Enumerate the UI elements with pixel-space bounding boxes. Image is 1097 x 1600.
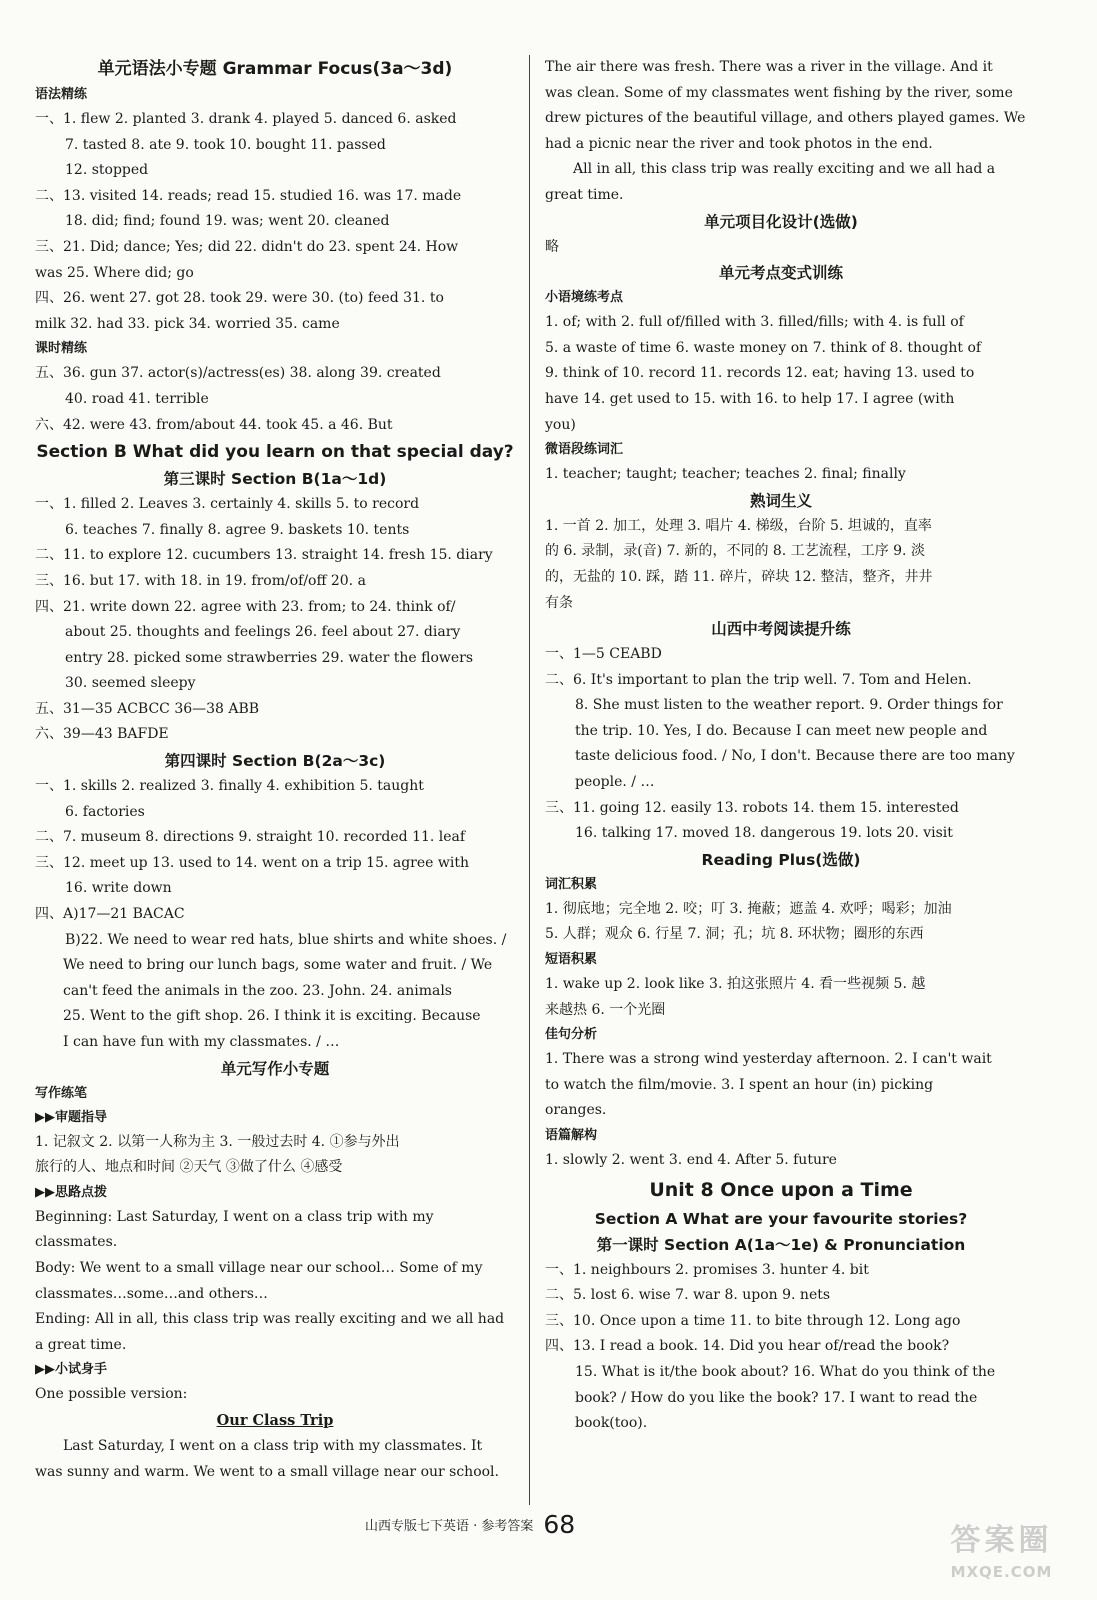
subhead-keshi: 课时精练	[35, 341, 88, 357]
answer-line: 的 6. 录制，录(音) 7. 新的，不同的 8. 工艺流程，工序 9. 淡	[545, 543, 925, 560]
answer-line: 一、1—5 CEABD	[545, 646, 662, 663]
story-line: had a picnic near the river and took photos in the end.	[545, 135, 933, 152]
page-footer	[365, 1500, 575, 1540]
answer-line: 1. 记叙文 2. 以第一人称为主 3. 一般过去时 4. ①参与外出	[35, 1133, 400, 1150]
answer-line: 五、36. gun 37. actor(s)/actress(es) 38. along 39. created	[35, 365, 441, 382]
answer-line: 六、39—43 BAFDE	[35, 726, 169, 743]
outline-line: Beginning: Last Saturday, I went on a class trip with my	[35, 1208, 434, 1225]
shanxi-title: 山西中考阅读提升练	[711, 620, 851, 639]
answer-line: 一、1. flew 2. planted 3. drank 4. played 5. danced 6. asked	[35, 111, 457, 127]
answer-line: entry 28. picked some strawberries 29. water the flowers	[65, 649, 474, 666]
answer-line: 6. teaches 7. finally 8. agree 9. baskets 10. tents	[65, 521, 410, 538]
answer-line: 5. 人群；观众 6. 行星 7. 洞；孔；坑 8. 环状物；圈形的东西	[545, 926, 924, 943]
answer-line: 四、21. write down 22. agree with 23. from; to 24. think of/	[35, 598, 456, 615]
answer-line: 四、13. I read a book. 14. Did you hear of/read the book?	[545, 1338, 950, 1355]
story-line: was sunny and warm. We went to a small village near our school.	[35, 1463, 499, 1480]
watermark-top: 答案圈	[950, 1523, 1053, 1558]
answer-line: B)22. We need to wear red hats, blue shirts and white shoes. /	[65, 931, 507, 948]
writing-title: 单元写作小专题	[220, 1059, 330, 1078]
answer-line: 二、6. It's important to plan the trip well. 7. Tom and Helen.	[545, 671, 972, 688]
story-line: All in all, this class trip was really exciting and we all had a	[573, 161, 996, 178]
answer-line: oranges.	[545, 1102, 607, 1119]
right-column	[545, 55, 1026, 1437]
subhead-yufa: 语法精练	[35, 87, 88, 102]
answer-line: 四、26. went 27. got 28. took 29. were 30. (to) feed 31. to	[35, 290, 444, 307]
answer-line: 1. of; with 2. full of/filled with 3. filled/fills; with 4. is full of	[545, 314, 964, 331]
answer-line: 1. teacher; taught; teacher; teaches 2. final; finally	[545, 466, 906, 483]
answer-line: 16. talking 17. moved 18. dangerous 19. lots 20. visit	[575, 825, 953, 842]
answer-line: 六、42. were 43. from/about 44. took 45. a 46. But	[35, 416, 393, 433]
answer-line: 三、10. Once upon a time 11. to bite through 12. Long ago	[545, 1312, 961, 1329]
watermark-bottom: MXQE.COM	[950, 1563, 1053, 1581]
answer-line: 四、A)17—21 BACAC	[35, 906, 185, 923]
answer-line: 9. think of 10. record 11. records 12. eat; having 13. used to	[545, 365, 975, 382]
answer-line: to watch the film/movie. 3. I spent an hour (in) picking	[545, 1076, 934, 1093]
outline-line: Body: We went to a small village near our school… Some of my	[35, 1259, 483, 1276]
outline-line: classmates…some…and others…	[35, 1285, 268, 1302]
project-text: 略	[545, 238, 559, 255]
answer-line: people. / …	[575, 774, 655, 791]
answer-block-lesson3	[35, 492, 515, 748]
subhead-jiaju: 佳句分析	[545, 1027, 598, 1043]
answer-line: 1. There was a strong wind yesterday afternoon. 2. I can't wait	[545, 1051, 992, 1068]
answer-line: 二、7. museum 8. directions 9. straight 10. recorded 11. leaf	[35, 829, 466, 846]
answer-line: book(too).	[575, 1415, 648, 1432]
answer-line: 旅行的人、地点和时间 ②天气 ③做了什么 ④感受	[35, 1159, 343, 1176]
subhead-cihui: 词汇积累	[545, 876, 598, 892]
answer-line: book? / How do you like the book? 17. I want to read the	[575, 1389, 978, 1406]
answer-line: 1. 彻底地；完全地 2. 咬；叮 3. 掩蔽；遮盖 4. 欢呼；喝彩；加油	[545, 900, 952, 917]
answer-block-keshi	[35, 361, 515, 438]
answer-line: 1. wake up 2. look like 3. 拍这张照片 4. 看一些视频 5. 越	[545, 976, 926, 993]
answer-line: 二、11. to explore 12. cucumbers 13. straight 14. fresh 15. diary	[35, 547, 493, 564]
answer-line: 5. a waste of time 6. waste money on 7. think of 8. thought of	[545, 339, 982, 356]
answer-block-lesson4	[35, 774, 515, 1056]
answer-line: 7. tasted 8. ate 9. took 10. bought 11. passed	[65, 136, 386, 153]
grammar-focus-title: 单元语法小专题 Grammar Focus(3a～3d)	[97, 59, 453, 79]
answer-line: I can have fun with my classmates. / …	[63, 1034, 340, 1050]
section-b-title: Section B What did you learn on that special day?	[36, 442, 514, 463]
subhead-xiaoyujing: 小语境练考点	[545, 290, 624, 306]
story-line: The air there was fresh. There was a river in the village. And it	[545, 59, 993, 75]
shuci-title: 熟词生义	[749, 491, 812, 510]
answer-line: have 14. get used to 15. with 16. to help 17. I agree (with	[545, 390, 955, 407]
story-title: Our Class Trip	[216, 1411, 334, 1429]
answer-line: 30. seemed sleepy	[65, 675, 196, 692]
subhead-xiezuo: 写作练笔	[35, 1085, 88, 1101]
lesson3-title: 第三课时 Section B(1a～1d)	[163, 470, 387, 489]
watermark-logo	[914, 1519, 1089, 1594]
page-number: 68	[543, 1510, 576, 1539]
answer-line: 25. Went to the gift shop. 26. I think it is exciting. Because	[63, 1008, 481, 1025]
answer-line: 40. road 41. terrible	[65, 390, 209, 407]
lesson4-title: 第四课时 Section B(2a～3c)	[164, 752, 386, 771]
answer-line: milk 32. had 33. pick 34. worried 35. came	[35, 315, 340, 332]
answer-line: 8. She must listen to the weather report. 9. Order things for	[575, 697, 1003, 714]
story-line: was clean. Some of my classmates went fishing by the river, some	[545, 84, 1013, 101]
outline-line: Ending: All in all, this class trip was really exciting and we all had	[35, 1311, 505, 1328]
left-column	[35, 55, 515, 1485]
subhead-shenti: ▶▶审题指导	[35, 1109, 107, 1125]
story-line: great time.	[545, 186, 624, 203]
answer-line: 三、11. going 12. easily 13. robots 14. them 15. interested	[545, 799, 959, 816]
subhead-yupian: 语篇解构	[545, 1128, 598, 1143]
answer-line: 三、16. but 17. with 18. in 19. from/of/off 20. a	[35, 572, 366, 589]
answer-line: 16. write down	[65, 880, 172, 897]
story-line: Last Saturday, I went on a class trip with my classmates. It	[63, 1437, 483, 1454]
answer-line: 12. stopped	[65, 162, 149, 179]
story-line: drew pictures of the beautiful village, and others played games. We	[545, 110, 1026, 127]
unit8-lesson-title: 第一课时 Section A(1a～1e) & Pronunciation	[596, 1235, 966, 1254]
answer-line: 一、1. neighbours 2. promises 3. hunter 4. bit	[545, 1261, 869, 1278]
answer-line: you)	[545, 416, 576, 433]
answer-line: 二、5. lost 6. wise 7. war 8. upon 9. nets	[545, 1287, 831, 1304]
answer-block-grammar	[35, 107, 515, 337]
column-divider	[529, 55, 530, 1505]
project-title: 单元项目化设计(选做)	[704, 212, 858, 231]
answer-line: 三、12. meet up 13. used to 14. went on a trip 15. agree with	[35, 854, 469, 871]
subhead-silu: ▶▶思路点拨	[35, 1184, 107, 1200]
answer-line: taste delicious food. / No, I don't. Because there are too many	[575, 748, 1015, 765]
answer-line: We need to bring our lunch bags, some water and fruit. / We	[63, 957, 493, 974]
answer-line: 的，无盐的 10. 踩，踏 11. 碎片，碎块 12. 整洁，整齐，井井	[545, 568, 933, 585]
answer-line: 15. What is it/the book about? 16. What do you think of the	[575, 1363, 996, 1380]
answer-line: was 25. Where did; go	[35, 264, 194, 281]
outline-line: a great time.	[35, 1336, 127, 1353]
answer-line: 五、31—35 ACBCC 36—38 ABB	[35, 700, 260, 717]
answer-line: 有条	[545, 594, 573, 611]
answer-line: can't feed the animals in the zoo. 23. John. 24. animals	[63, 982, 452, 999]
answer-line: about 25. thoughts and feelings 26. feel about 27. diary	[65, 624, 461, 641]
answer-line: 来越热 6. 一个光圈	[545, 1001, 666, 1018]
answer-line: 6. factories	[65, 803, 145, 820]
answer-line: 二、13. visited 14. reads; read 15. studied 16. was 17. made	[35, 187, 462, 204]
answer-line: 一、1. filled 2. Leaves 3. certainly 4. skills 5. to record	[35, 496, 420, 513]
reading-plus-title: Reading Plus(选做)	[701, 850, 861, 869]
answer-line: 18. did; find; found 19. was; went 20. cleaned	[65, 213, 390, 230]
unit8-section-title: Section A What are your favourite stories?	[594, 1209, 968, 1228]
answer-line: 一、1. skills 2. realized 3. finally 4. exhibition 5. taught	[35, 778, 424, 795]
answer-line: 1. 一首 2. 加工，处理 3. 唱片 4. 梯级，台阶 5. 坦诚的，直率	[545, 517, 932, 534]
subhead-duanyu: 短语积累	[545, 952, 598, 968]
answer-line: 1. slowly 2. went 3. end 4. After 5. future	[545, 1152, 837, 1168]
kaodian-title: 单元考点变式训练	[718, 264, 843, 283]
outline-line: classmates.	[35, 1234, 118, 1251]
footer-text: 山西专版七下英语 · 参考答案	[365, 1519, 534, 1534]
answer-line: the trip. 10. Yes, I do. Because I can meet new people and	[575, 722, 988, 739]
possible-version: One possible version:	[35, 1386, 188, 1403]
subhead-xiaoshi: ▶▶小试身手	[35, 1362, 107, 1378]
subhead-weiyu: 微语段练词汇	[545, 442, 624, 458]
answer-line: 三、21. Did; dance; Yes; did 22. didn't do 23. spent 24. How	[35, 238, 459, 255]
unit8-title: Unit 8 Once upon a Time	[649, 1178, 913, 1201]
